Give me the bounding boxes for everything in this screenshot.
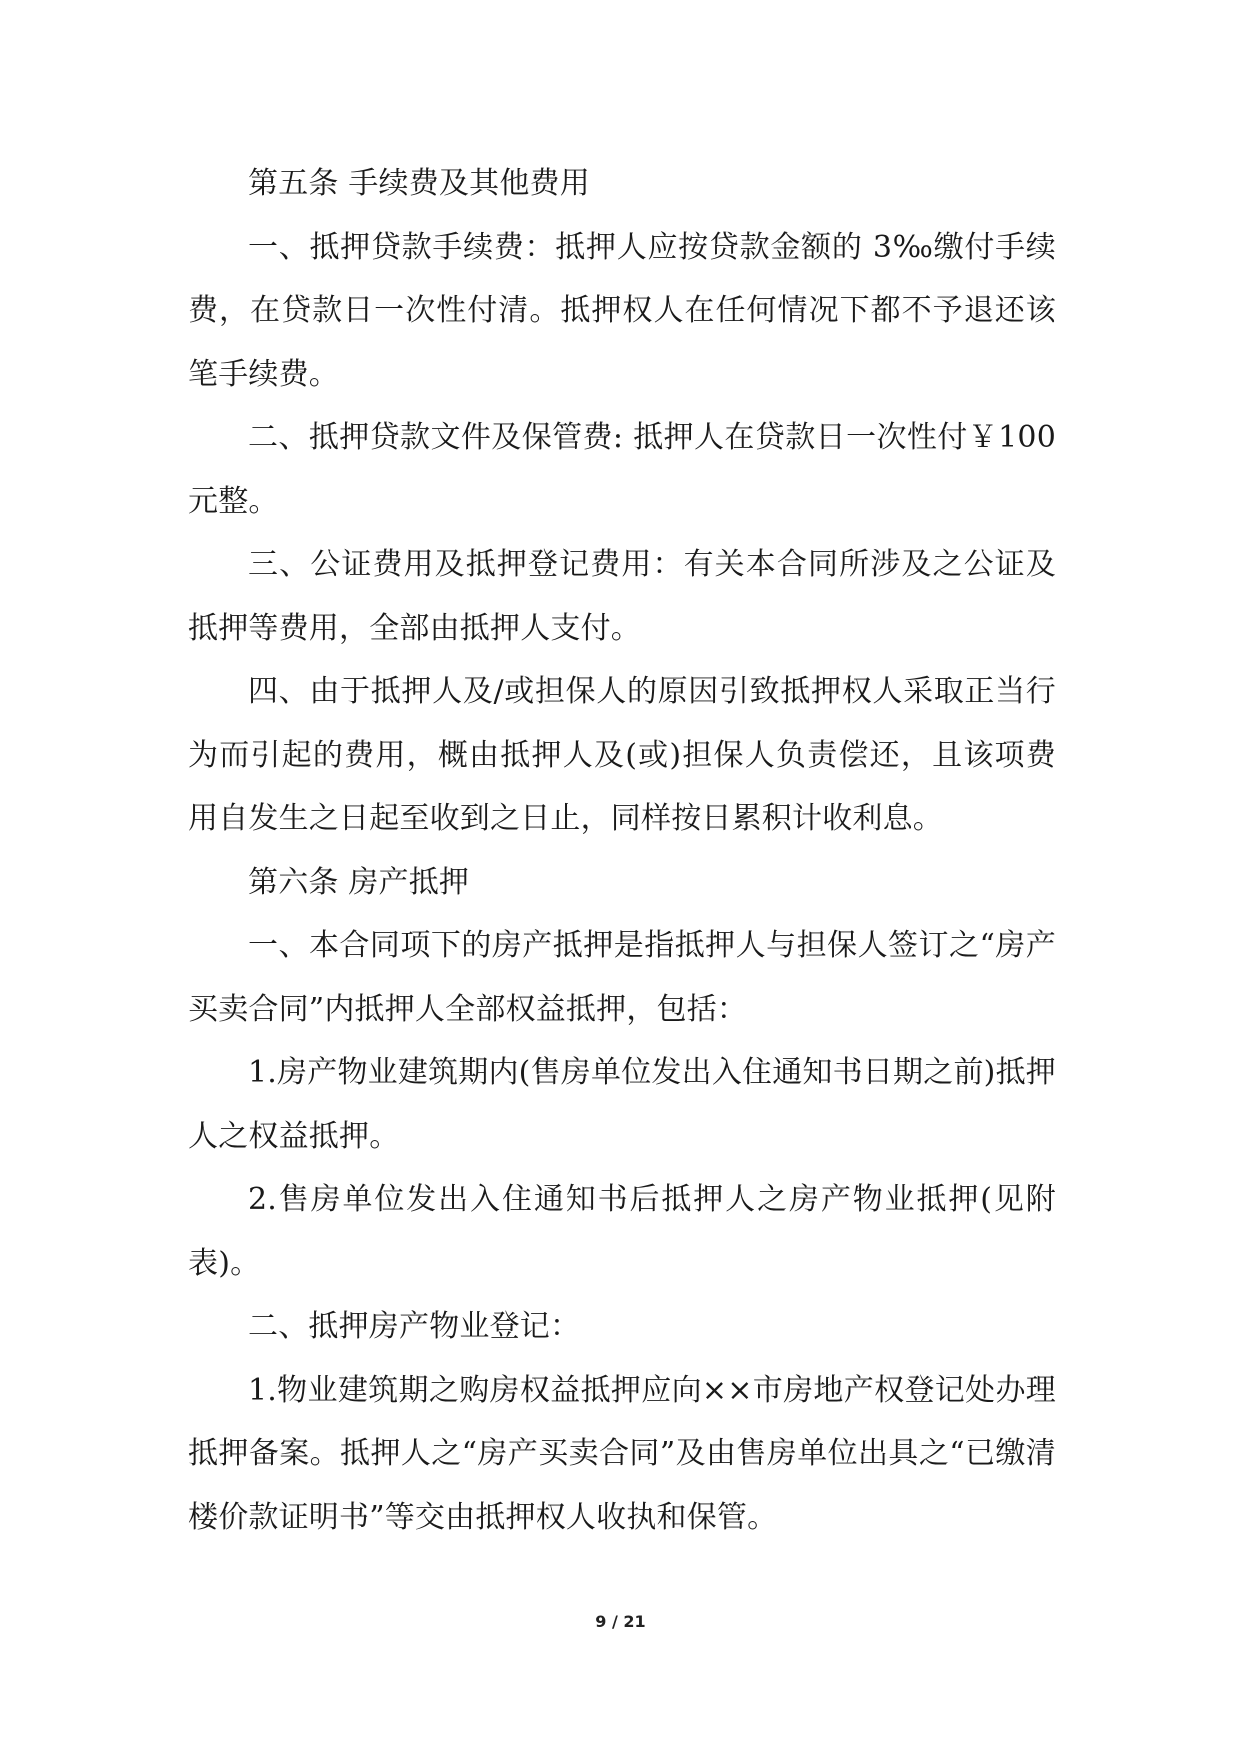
page-number: 9 / 21: [595, 1612, 646, 1631]
paragraph-registration-heading: 二、抵押房产物业登记：: [248, 1309, 581, 1344]
section-heading-article-5: 第五条 手续费及其他费用: [248, 166, 590, 201]
document-body: [188, 152, 1056, 1549]
paragraph-liability-costs: 四、由于抵押人及/或担保人的原因引致抵押权人采取正当行为而引起的费用，概由抵押人及(或)担保人负责偿还，且该项费用自发生之日起至收到之日止，同样按日累积计收利息。: [188, 674, 1056, 836]
paragraph-mortgage-definition: 一、本合同项下的房产抵押是指抵押人与担保人签订之“房产买卖合同”内抵押人全部权益抵押，包括：: [188, 928, 1056, 1027]
paragraph-item-construction-period: 1.房产物业建筑期内(售房单位发出入住通知书日期之前)抵押人之权益抵押。: [188, 1055, 1056, 1154]
paragraph-document-custody-fee: 二、抵押贷款文件及保管费: 抵押人在贷款日一次性付￥100元整。: [188, 420, 1056, 519]
section-heading-article-6: 第六条 房产抵押: [248, 864, 470, 900]
paragraph-item-after-notice: 2.售房单位发出入住通知书后抵押人之房产物业抵押(见附表)。: [188, 1182, 1056, 1281]
paragraph-notary-registration-fee: 三、公证费用及抵押登记费用：有关本合同所涉及之公证及抵押等费用，全部由抵押人支付。: [188, 547, 1056, 646]
paragraph-registration-item-1: 1.物业建筑期之购房权益抵押应向××市房地产权登记处办理抵押备案。抵押人之“房产买卖合同”及由售房单位出具之“已缴清楼价款证明书”等交由抵押权人收执和保管。: [188, 1372, 1056, 1535]
paragraph-handling-fee: 一、抵押贷款手续费：抵押人应按贷款金额的 3‰缴付手续费，在贷款日一次性付清。抵押权人在任何情况下都不予退还该笔手续费。: [188, 229, 1056, 392]
